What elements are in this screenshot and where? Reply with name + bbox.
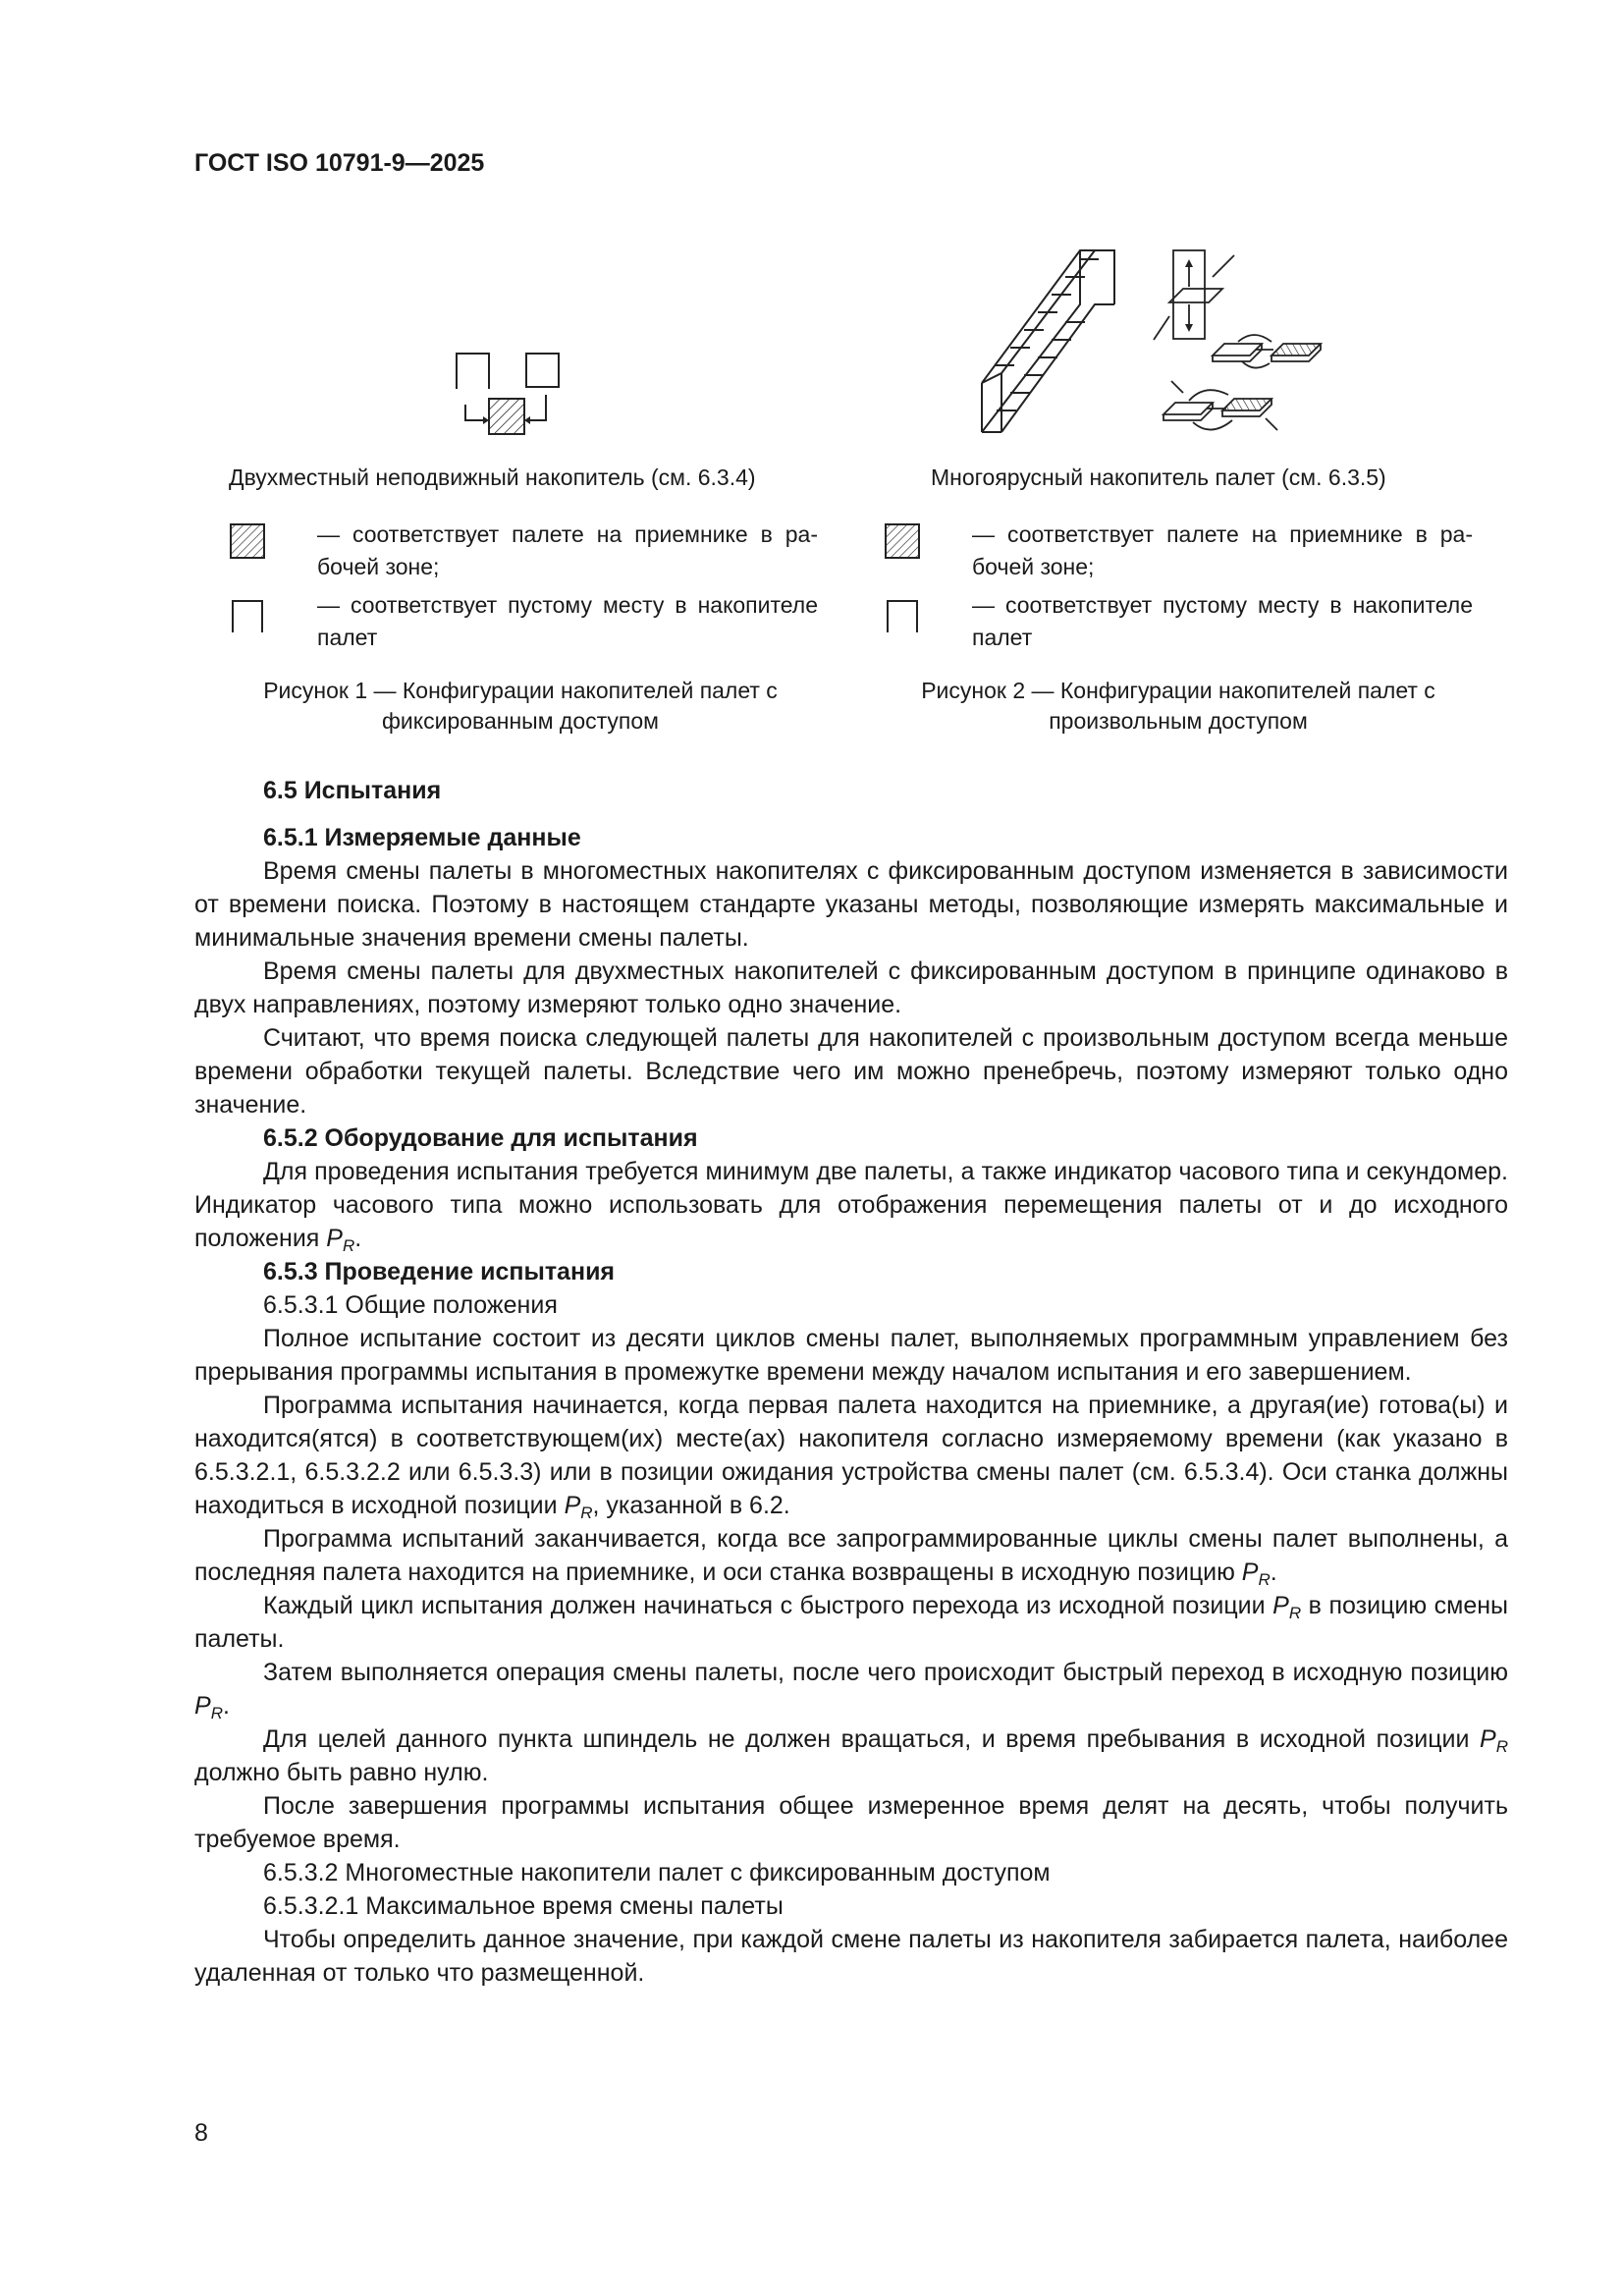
pr-symbol: $P_R$ bbox=[194, 1692, 223, 1722]
multi-level-storage-drawing bbox=[977, 246, 1389, 442]
legend-empty-text: — соответствует пустому месту в накопителе палет bbox=[317, 592, 818, 650]
paragraph: Время смены палеты для двухместных накопителей с фиксированным доступом в принципе одинаково в двух направлениях, поэтому измеряют только одно значение. bbox=[194, 957, 1508, 1018]
subheading-6-5-3-1: 6.5.3.1 Общие положения bbox=[263, 1291, 558, 1319]
paragraph: После завершения программы испытания общее измеренное время делят на десять, чтобы получить требуемое время. bbox=[194, 1792, 1508, 1853]
standard-header: ГОСТ ISO 10791-9—2025 bbox=[194, 149, 485, 177]
legend-hatched-text: — соответствует палете на приемнике в рабочей зоне; bbox=[972, 521, 1473, 579]
paragraph: Каждый цикл испытания должен начинаться с быстрого перехода из исходной позиции $P_R$ в позицию смены палеты. bbox=[194, 1592, 1508, 1653]
figure-1-legend bbox=[229, 462, 818, 658]
hatched-pallet-icon bbox=[229, 522, 268, 562]
pr-symbol: $P_R$ bbox=[1241, 1558, 1271, 1589]
pr-symbol: $P_R$ bbox=[564, 1492, 593, 1522]
figure-1-title: Двухместный неподвижный накопитель (см. 6.3.4) bbox=[229, 465, 756, 490]
legend-hatched-text: — соответствует палете на приемнике в рабочей зоне; bbox=[317, 521, 818, 579]
figure-1-caption: Рисунок 1 — Конфигурации накопителей палет с фиксированным доступом bbox=[263, 678, 778, 734]
paragraph: Для целей данного пункта шпиндель не должен вращаться, и время пребывания в исходной позиции $P_R$ должно быть равно нулю. bbox=[194, 1725, 1508, 1786]
paragraph: Программа испытания начинается, когда первая палета находится на приемнике, а другая(ие) готова(ы) и находится(ятся) в соответствующем(их) месте(ах) накопителя согласно измеряемому времени (как указано в 6.5.3.2.1, 6.5.3.2.2 или 6.5.3.3) или в позиции ожидания устройства смены палет (см. 6.5.3.4). Оси станка должны находиться в исходной позиции $P_R$, указанной в 6.2. bbox=[194, 1392, 1508, 1522]
hatched-pallet-icon bbox=[884, 522, 923, 562]
figure-2-caption: Рисунок 2 — Конфигурации накопителей палет с произвольным доступом bbox=[921, 678, 1435, 734]
heading-6-5-2: 6.5.2 Оборудование для испытания bbox=[263, 1124, 698, 1152]
paragraph: Полное испытание состоит из десяти циклов смены палет, выполняемых программным управлением без прерывания программы испытания в промежутке времени между началом испытания и его завершением. bbox=[194, 1325, 1508, 1386]
legend-empty-text: — соответствует пустому месту в накопителе палет bbox=[972, 592, 1473, 650]
subheading-6-5-3-2: 6.5.3.2 Многоместные накопители палет с фиксированным доступом bbox=[263, 1859, 1051, 1886]
paragraph: Затем выполняется операция смены палеты, после чего происходит быстрый переход в исходную позицию $P_R$. bbox=[194, 1659, 1508, 1722]
figure-2-legend bbox=[884, 462, 1512, 658]
paragraph: Считают, что время поиска следующей палеты для накопителей с произвольным доступом всегда меньше времени обработки текущей палеты. Вследствие чего им можно пренебречь, поэтому измеряют только одно значение. bbox=[194, 1024, 1508, 1119]
subheading-6-5-3-2-1: 6.5.3.2.1 Максимальное время смены палеты bbox=[263, 1892, 784, 1920]
paragraph: Программа испытаний заканчивается, когда все запрограммированные циклы смены палет выполнены, а последняя палета находится на приемнике, и оси станка возвращены в исходную позицию $P_R$. bbox=[194, 1525, 1508, 1589]
empty-place-icon bbox=[229, 597, 268, 636]
section-6-5-text bbox=[194, 774, 1508, 1990]
two-station-storage-drawing bbox=[438, 344, 575, 442]
paragraph: Чтобы определить данное значение, при каждой смене палеты из накопителя забирается палета, наиболее удаленная от только что размещенной. bbox=[194, 1926, 1508, 1987]
pr-symbol: $P_R$ bbox=[326, 1225, 355, 1255]
page-number: 8 bbox=[194, 2119, 208, 2147]
empty-place-icon bbox=[884, 597, 923, 636]
paragraph: Время смены палеты в многоместных накопителях с фиксированным доступом изменяется в зависимости от времени поиска. Поэтому в настоящем стандарте указаны методы, позволяющие измерять максимальные и минимальные значения времени смены палеты. bbox=[194, 857, 1508, 952]
figure-2-title: Многоярусный накопитель палет (см. 6.3.5) bbox=[931, 465, 1386, 490]
pr-symbol: $P_R$ bbox=[1272, 1592, 1302, 1622]
heading-6-5: 6.5 Испытания bbox=[263, 777, 442, 804]
paragraph: Для проведения испытания требуется минимум две палеты, а также индикатор часового типа и секундомер. Индикатор часового типа можно использовать для отображения перемещения палеты от и до исходного положения $P_R$. bbox=[194, 1158, 1508, 1255]
heading-6-5-3: 6.5.3 Проведение испытания bbox=[263, 1258, 616, 1285]
heading-6-5-1: 6.5.1 Измеряемые данные bbox=[263, 824, 581, 851]
pr-symbol: $P_R$ bbox=[1480, 1725, 1508, 1756]
